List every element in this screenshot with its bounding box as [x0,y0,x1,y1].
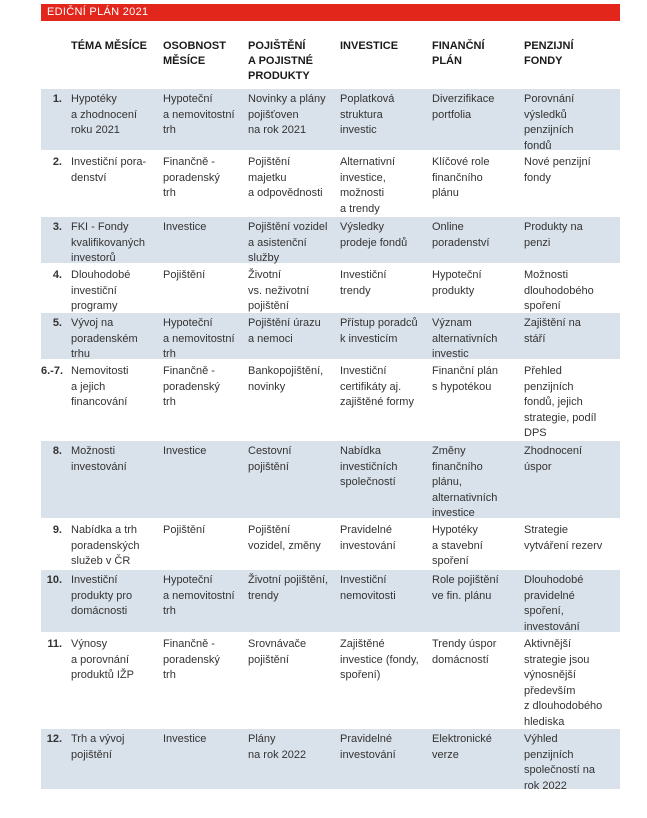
table-row [41,150,620,215]
cell-insurance: Pojištění úrazu a nemoci [248,317,321,345]
cell-insurance: Plány na rok 2022 [248,733,307,761]
cell-financial-plan: Hypoteční produkty [432,269,482,297]
row-number: 12. [46,733,62,745]
cell-personality: Hypoteční a nemovitostní trh [163,317,235,360]
cell-insurance: Životní pojištění, trendy [248,574,329,602]
cell-personality: Finančně - poradenský trh [163,156,220,199]
table-row [41,359,620,439]
cell-topic: Investiční produkty pro domácnosti [71,574,133,617]
cell-personality: Hypoteční a nemovitostní trh [163,574,235,617]
cell-investment: Nabídka investičních společností [340,445,398,488]
table-row [41,632,620,727]
cell-personality: Investice [163,733,207,745]
cell-personality: Finančně - poradenský trh [163,365,220,408]
table-row [41,518,620,568]
row-number: 11. [47,638,62,650]
cell-investment: Přístup poradců k investicím [340,317,418,345]
header-personality: OSOBNOST MĚSÍCE [163,40,226,67]
cell-pension-funds: Strategie vytváření rezerv [524,524,603,552]
cell-pension-funds: Nové penzijní fondy [524,156,591,184]
cell-pension-funds: Výhled penzijních společností na rok 2022 [524,733,595,792]
cell-investment: Alternativní investice, možnosti a trendy [340,156,396,215]
header-pension-funds: PENZIJNÍ FONDY [524,40,574,67]
cell-topic: Vývoj na poradenském trhu [71,317,138,360]
cell-financial-plan: Elektronické verze [432,733,492,761]
cell-financial-plan: Hypotéky a stavební spoření [432,524,483,567]
header-financial-plan: FINANČNÍ PLÁN [432,40,485,67]
cell-personality: Finančně - poradenský trh [163,638,220,681]
cell-insurance: Bankopojištění, novinky [248,365,324,393]
header-number-column [41,39,71,87]
cell-topic: Nabídka a trh poradenských služeb v ČR [71,524,140,567]
edition-plan-table [41,39,620,792]
cell-investment: Investiční trendy [340,269,387,297]
row-number: 6.-7. [41,365,64,377]
row-number: 9. [52,524,62,536]
cell-financial-plan: Role pojištění ve fin. plánu [432,574,499,602]
row-number: 3. [52,221,62,233]
row-number: 2. [52,156,62,168]
cell-personality: Pojištění [163,269,206,281]
row-number: 5. [52,317,62,329]
cell-insurance: Srovnávače pojištění [248,638,307,666]
cell-insurance: Pojištění vozidel a asistenční služby [248,221,328,264]
cell-personality: Pojištění [163,524,206,536]
cell-insurance: Pojištění vozidel, změny [248,524,321,552]
table-row [41,215,620,263]
cell-insurance: Životní vs. neživotní pojištění [248,269,310,312]
cell-topic: Dlouhodobé investiční programy [71,269,131,312]
cell-topic: Nemovitosti a jejich financování [71,365,129,408]
cell-personality: Hypoteční a nemovitostní trh [163,93,235,136]
cell-pension-funds: Zajištění na stáří [524,317,581,345]
table-row [41,87,620,150]
cell-financial-plan: Finanční plán s hypotékou [432,365,499,393]
row-number: 8. [52,445,62,457]
cell-financial-plan: Trendy úspor domácností [432,638,497,666]
cell-investment: Investiční nemovitosti [340,574,396,602]
cell-pension-funds: Možnosti dlouhodobého spoření [524,269,594,312]
table-row [41,311,620,359]
table-row [41,439,620,518]
cell-pension-funds: Aktivnější strategie jsou výnosnější především z dlouhodobého hlediska [524,638,603,728]
cell-insurance: Cestovní pojištění [248,445,292,473]
cell-pension-funds: Dlouhodobé pravidelné spoření, investování [524,574,584,633]
cell-financial-plan: Změny finančního plánu, alternativních investice [432,445,498,519]
cell-topic: FKI - Fondy kvalifikovaných investorů [71,221,145,264]
cell-topic: Možnosti investování [71,445,127,473]
cell-pension-funds: Produkty na penzi [524,221,583,249]
cell-investment: Pravidelné investování [340,524,396,552]
table-header [41,39,620,87]
cell-pension-funds: Zhodnocení úspor [524,445,583,473]
cell-investment: Zajištěné investice (fondy, spoření) [340,638,419,681]
cell-personality: Investice [163,445,207,457]
cell-investment: Poplatková struktura investic [340,93,395,136]
header-insurance: POJIŠTĚNÍ A POJISTNÉ PRODUKTY [248,40,313,82]
cell-financial-plan: Význam alternativních investic [432,317,498,360]
row-number: 4. [52,269,62,281]
cell-insurance: Pojištění majetku a odpovědnosti [248,156,323,199]
cell-pension-funds: Porovnání výsledků penzijních fondů [524,93,575,152]
cell-investment: Výsledky prodeje fondů [340,221,408,249]
row-number: 10. [46,574,62,586]
header-investment: INVESTICE [340,40,399,52]
table-row [41,727,620,792]
cell-financial-plan: Online poradenství [432,221,490,249]
cell-pension-funds: Přehled penzijních fondů, jejich strategie, podíl DPS [524,365,597,439]
cell-topic: Trh a vývoj pojištění [71,733,125,761]
cell-investment: Pravidelné investování [340,733,396,761]
table-row [41,568,620,632]
cell-personality: Investice [163,221,207,233]
table-row [41,263,620,311]
cell-topic: Hypotéky a zhodnocení roku 2021 [71,93,138,136]
cell-financial-plan: Diverzifikace portfolia [432,93,495,121]
header-topic: TÉMA MĚSÍCE [71,40,147,52]
cell-insurance: Novinky a plány pojišťoven na rok 2021 [248,93,326,136]
cell-investment: Investiční certifikáty aj. zajištěné formy [340,365,414,408]
cell-financial-plan: Klíčové role finančního plánu [432,156,490,199]
cell-topic: Výnosy a porovnání produktů IŽP [71,638,134,681]
cell-topic: Investiční pora- denství [71,156,147,184]
row-number: 1. [52,93,62,105]
edition-plan-banner: EDIČNÍ PLÁN 2021 [41,4,620,21]
